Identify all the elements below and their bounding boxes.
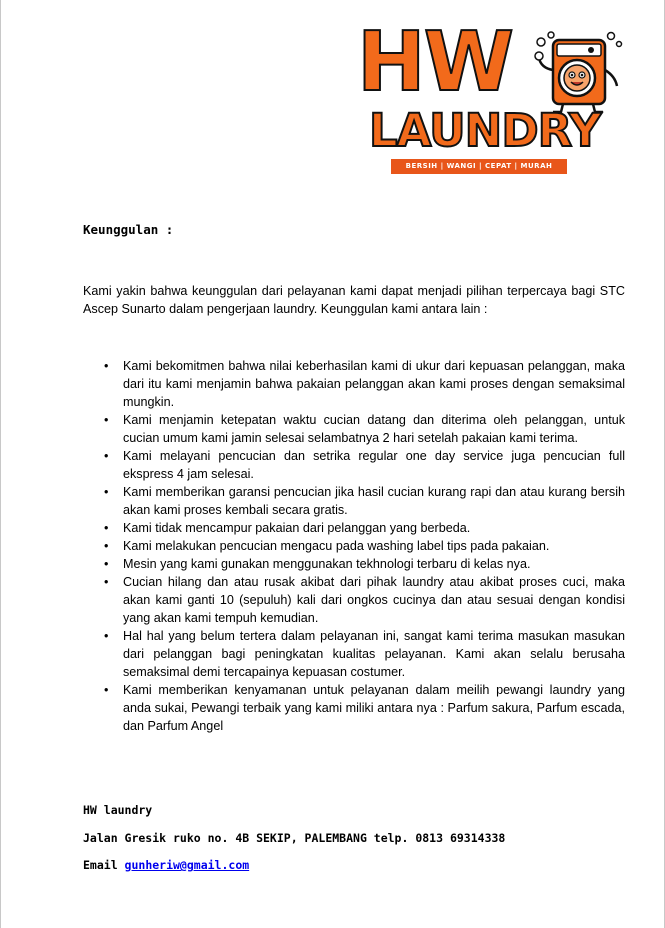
hw-laundry-logo: [355, 15, 625, 176]
list-item: • Kami melakukan pencucian mengacu pada washing label tips pada pakaian.: [104, 539, 550, 553]
footer-company: HW laundry: [83, 803, 153, 817]
washing-machine-mascot-icon: [531, 30, 625, 116]
bullet-icon: •: [104, 359, 109, 373]
list-item: • Kami memberikan kenyamanan untuk pelayanan dalam meilih pewangi laundry yang anda sukai, Pewangi terbaik yang kami miliki antara nya : Parfum sakura, Parfum escada, dan Parfum Angel: [104, 683, 625, 733]
list-item: • Cucian hilang dan atau rusak akibat dari pihak laundry atau akibat proses cuci, maka akan kami ganti 10 (sepuluh) kali dari ongkos cucinya dan atau sesuai dengan kondisi yang akan kami tempuh kemudian.: [104, 575, 625, 625]
email-link[interactable]: gunheriw@gmail.com: [124, 858, 250, 872]
list-item: • Kami menjamin ketepatan waktu cucian datang dan diterima oleh pelanggan, untuk cucian umum kami jamin selesai selambatnya 2 hari setelah pakaian kami terima.: [104, 413, 625, 445]
logo-brand-top: HW: [357, 15, 513, 110]
email-label: Email: [83, 858, 125, 872]
bullet-icon: •: [104, 575, 109, 589]
bullet-icon: •: [104, 539, 109, 553]
section-heading: Keunggulan :: [83, 222, 174, 237]
logo-tagline: BERSIH | WANGI | CEPAT | MURAH: [391, 159, 567, 174]
advantages-list: [104, 357, 625, 735]
footer-address: Jalan Gresik ruko no. 4B SEKIP, PALEMBANG telp. 0813 69314338: [83, 831, 506, 845]
bullet-icon: •: [104, 521, 109, 535]
list-item: • Kami tidak mencampur pakaian dari pelanggan yang berbeda.: [104, 521, 471, 535]
list-item: • Kami bekomitmen bahwa nilai keberhasilan kami di ukur dari kepuasan pelanggan, maka dari itu kami menjamin bahwa pakaian pelanggan akan kami proses dengan semaksimal mungkin.: [104, 359, 625, 409]
footer-email-line: [83, 858, 249, 872]
bullet-icon: •: [104, 629, 109, 643]
bullet-icon: •: [104, 683, 109, 697]
page-edge-left: [0, 0, 1, 928]
list-item: • Kami memberikan garansi pencucian jika hasil cucian kurang rapi dan atau kurang bersih akan kami proses kembali secara gratis.: [104, 485, 625, 517]
logo-brand-bottom: LAUNDRY: [369, 104, 601, 157]
bullet-icon: •: [104, 485, 109, 499]
list-item: • Hal hal yang belum tertera dalam pelayanan ini, sangat kami terima masukan masukan dari pelanggan bagi peningkatan kualitas pelayanan. Kami akan selalu berusaha semaksimal demi tercapainya kepuasan costumer.: [104, 629, 625, 679]
intro-paragraph: Kami yakin bahwa keunggulan dari pelayanan kami dapat menjadi pilihan terpercaya bagi STC Ascep Sunarto dalam pengerjaan laundry. Keunggulan kami antara lain :: [83, 284, 625, 316]
list-item: • Mesin yang kami gunakan menggunakan tekhnologi terbaru di kelas nya.: [104, 557, 531, 571]
bullet-icon: •: [104, 449, 109, 463]
bullet-icon: •: [104, 557, 109, 571]
bullet-icon: •: [104, 413, 109, 427]
list-item: • Kami melayani pencucian dan setrika regular one day service juga pencucian full ekspress 4 jam selesai.: [104, 449, 625, 481]
